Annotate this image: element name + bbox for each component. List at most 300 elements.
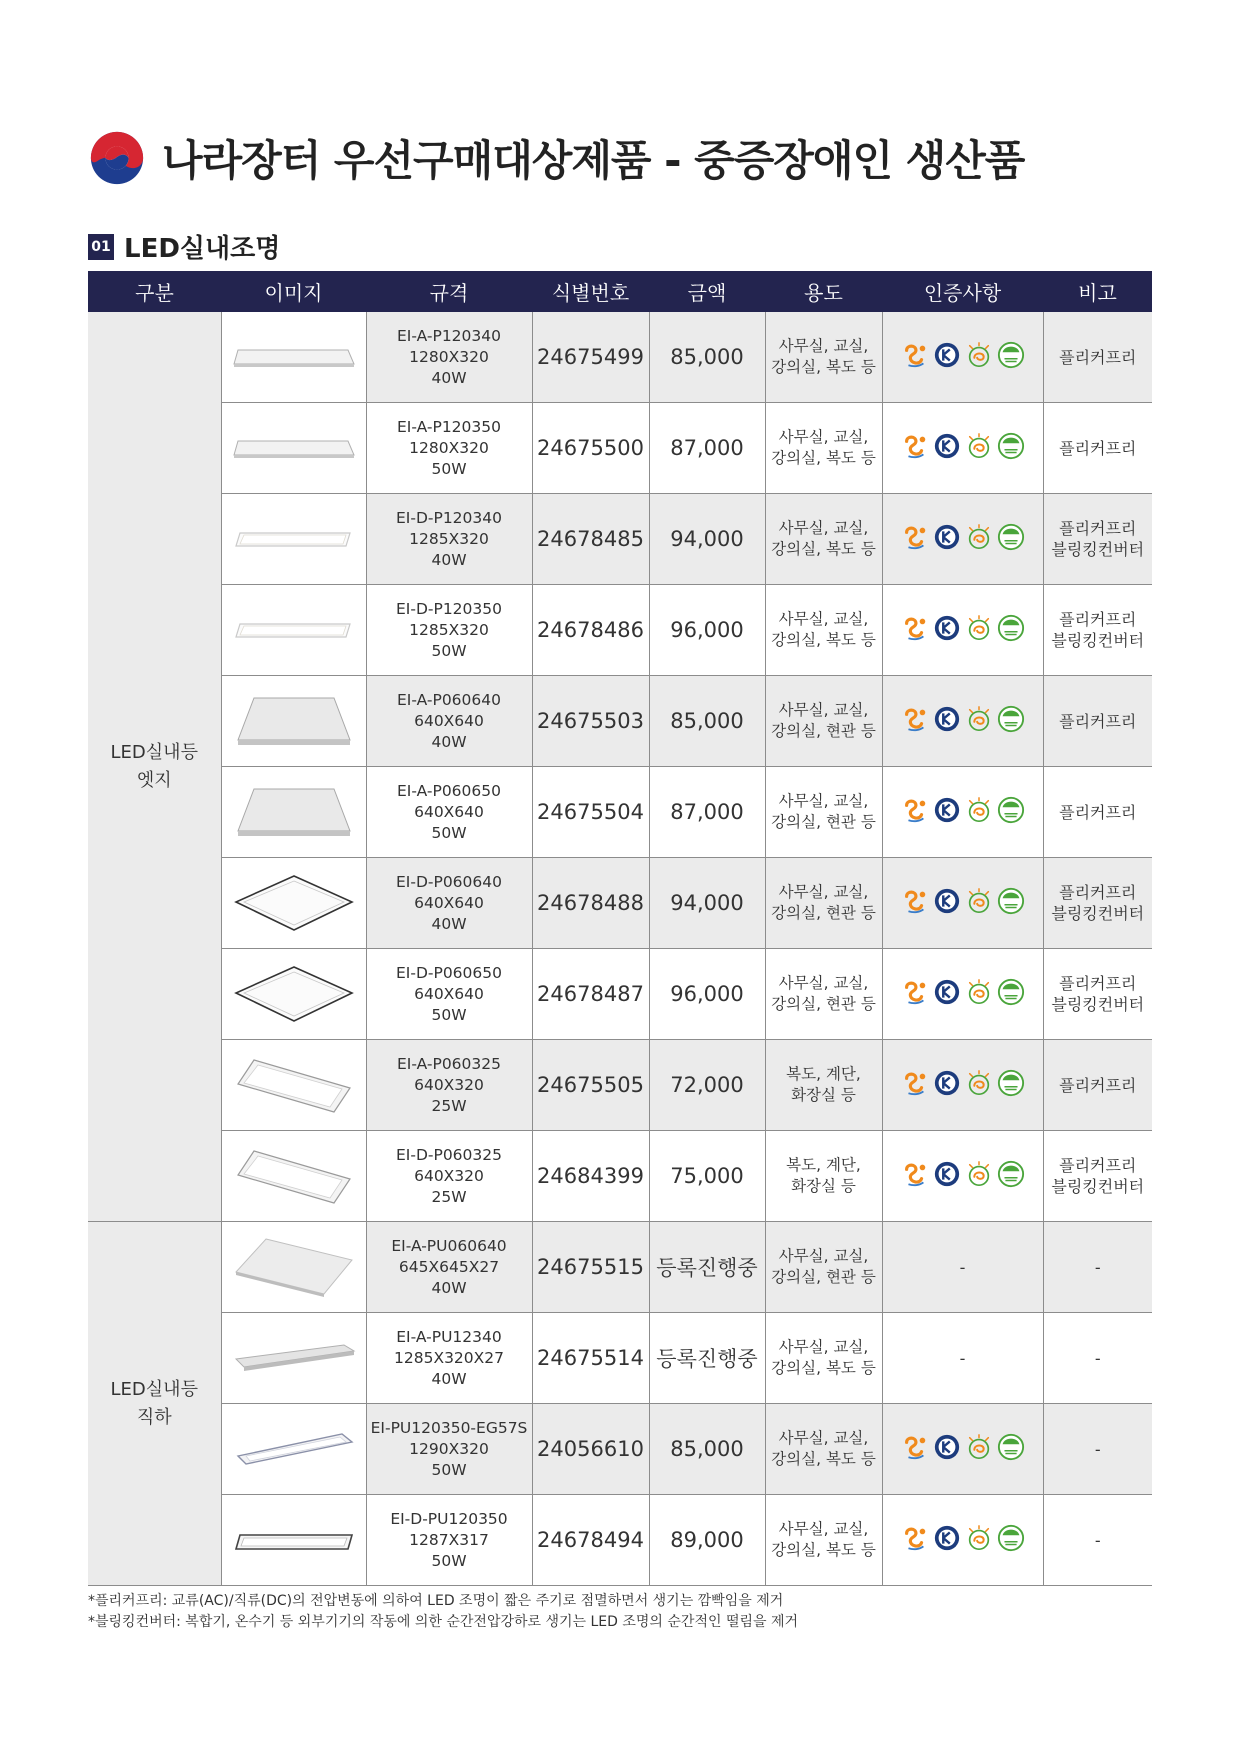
category-label: 엣지 xyxy=(136,769,172,791)
certification-text: - xyxy=(959,1348,966,1368)
product-image xyxy=(232,417,356,479)
certification-marks xyxy=(901,1069,1025,1097)
remark-cell xyxy=(1043,1131,1152,1222)
kc-mark-icon xyxy=(933,1524,961,1552)
table-row xyxy=(88,585,1152,676)
table-row xyxy=(88,1313,1152,1404)
high-efficiency-mark-icon xyxy=(965,887,993,915)
spec-line: 640X320 xyxy=(414,1166,484,1185)
product-image xyxy=(232,1418,356,1480)
eco-label-mark-icon xyxy=(997,1433,1025,1461)
remark-line: 블링킹컨버터 xyxy=(1051,631,1145,650)
remark-line: 블링킹컨버터 xyxy=(1051,1177,1145,1196)
certification-cell xyxy=(882,676,1043,767)
severe-disability-product-mark-icon xyxy=(901,887,929,915)
spec-line: 50W xyxy=(431,1551,467,1570)
spec-cell xyxy=(366,767,532,858)
eco-label-mark-icon xyxy=(997,705,1025,733)
spec-line: 640X640 xyxy=(414,711,484,730)
usage-cell xyxy=(765,494,882,585)
usage-cell xyxy=(765,1495,882,1586)
spec-line: 25W xyxy=(431,1096,467,1115)
spec-line: EI-A-P060650 xyxy=(397,781,501,800)
certification-marks xyxy=(901,523,1025,551)
high-efficiency-mark-icon xyxy=(965,1524,993,1552)
spec-line: EI-A-PU12340 xyxy=(396,1327,502,1346)
high-efficiency-mark-icon xyxy=(965,614,993,642)
high-efficiency-mark-icon xyxy=(965,796,993,824)
usage-line: 강의실, 현관 등 xyxy=(771,722,876,740)
kc-mark-icon xyxy=(933,614,961,642)
spec-line: 40W xyxy=(431,732,467,751)
remark-cell xyxy=(1043,1040,1152,1131)
section-number: 01 xyxy=(88,234,114,260)
spec-line: 40W xyxy=(431,1278,467,1297)
remark-line: 플리커프리 xyxy=(1059,711,1137,731)
spec-line: EI-A-P060640 xyxy=(397,690,501,709)
spec-line: 25W xyxy=(431,1187,467,1206)
high-efficiency-mark-icon xyxy=(965,341,993,369)
id-number-cell: 24056610 xyxy=(532,1404,649,1495)
usage-cell xyxy=(765,1040,882,1131)
usage-line: 사무실, 교실, xyxy=(778,1520,869,1538)
usage-line: 복도, 계단, xyxy=(786,1065,861,1083)
usage-line: 사무실, 교실, xyxy=(778,519,869,537)
table-row xyxy=(88,403,1152,494)
column-header: 비고 xyxy=(1043,271,1152,312)
usage-line: 강의실, 복도 등 xyxy=(771,1450,876,1468)
usage-line: 사무실, 교실, xyxy=(778,883,869,901)
id-number-cell: 24678487 xyxy=(532,949,649,1040)
table-row xyxy=(88,1495,1152,1586)
usage-cell xyxy=(765,312,882,403)
column-header: 규격 xyxy=(366,271,532,312)
product-image xyxy=(232,1236,356,1298)
remark-line: 플리커프리 xyxy=(1059,974,1137,993)
price-cell: 75,000 xyxy=(649,1131,765,1222)
certification-cell xyxy=(882,1404,1043,1495)
spec-line: 40W xyxy=(431,1369,467,1388)
high-efficiency-mark-icon xyxy=(965,1433,993,1461)
eco-label-mark-icon xyxy=(997,432,1025,460)
severe-disability-product-mark-icon xyxy=(901,1069,929,1097)
section-title: LED실내조명 xyxy=(124,234,281,264)
spec-line: EI-PU120350-EG57S xyxy=(370,1418,528,1437)
remark-cell xyxy=(1043,676,1152,767)
remark-cell xyxy=(1043,767,1152,858)
remark-line: 블링킹컨버터 xyxy=(1051,904,1145,923)
usage-line: 사무실, 교실, xyxy=(778,337,869,355)
spec-line: EI-A-P060325 xyxy=(397,1054,501,1073)
usage-cell xyxy=(765,585,882,676)
table-row xyxy=(88,676,1152,767)
usage-cell xyxy=(765,1222,882,1313)
spec-line: 40W xyxy=(431,368,467,387)
remark-cell xyxy=(1043,1313,1152,1404)
spec-line: EI-D-P060640 xyxy=(395,872,502,891)
usage-cell xyxy=(765,949,882,1040)
image-cell xyxy=(221,1131,366,1222)
remark-line: - xyxy=(1094,1257,1101,1277)
spec-line: 1280X320 xyxy=(409,438,489,457)
image-cell xyxy=(221,1404,366,1495)
certification-marks xyxy=(901,887,1025,915)
usage-line: 복도, 계단, xyxy=(786,1156,861,1174)
spec-cell xyxy=(366,676,532,767)
usage-line: 강의실, 현관 등 xyxy=(771,995,876,1013)
spec-cell xyxy=(366,1222,532,1313)
image-cell xyxy=(221,1222,366,1313)
spec-line: EI-D-P120340 xyxy=(395,508,502,527)
high-efficiency-mark-icon xyxy=(965,705,993,733)
kc-mark-icon xyxy=(933,1433,961,1461)
id-number-cell: 24678494 xyxy=(532,1495,649,1586)
spec-line: EI-A-PU060640 xyxy=(391,1236,507,1255)
price-cell: 87,000 xyxy=(649,767,765,858)
id-number-cell: 24675503 xyxy=(532,676,649,767)
certification-marks xyxy=(901,1160,1025,1188)
usage-line: 사무실, 교실, xyxy=(778,1338,869,1356)
footnote-flicker-free: *플리커프리: 교류(AC)/직류(DC)의 전압변동에 의하여 LED 조명이 짧은 주기로 점멸하면서 생기는 깜빡임을 제거 xyxy=(88,1593,784,1609)
spec-cell xyxy=(366,312,532,403)
price-cell: 89,000 xyxy=(649,1495,765,1586)
spec-line: 40W xyxy=(431,914,467,933)
spec-line: 50W xyxy=(431,823,467,842)
product-image xyxy=(232,1327,356,1389)
high-efficiency-mark-icon xyxy=(965,978,993,1006)
spec-line: 50W xyxy=(431,459,467,478)
product-image xyxy=(232,872,356,934)
category-label: LED실내등 xyxy=(110,741,198,763)
certification-cell xyxy=(882,1222,1043,1313)
kc-mark-icon xyxy=(933,523,961,551)
image-cell xyxy=(221,676,366,767)
usage-line: 사무실, 교실, xyxy=(778,610,869,628)
spec-line: EI-A-P120340 xyxy=(397,326,501,345)
severe-disability-product-mark-icon xyxy=(901,341,929,369)
remark-line: - xyxy=(1094,1530,1101,1550)
eco-label-mark-icon xyxy=(997,523,1025,551)
high-efficiency-mark-icon xyxy=(965,1069,993,1097)
table-row xyxy=(88,858,1152,949)
kc-mark-icon xyxy=(933,796,961,824)
severe-disability-product-mark-icon xyxy=(901,1160,929,1188)
image-cell xyxy=(221,585,366,676)
usage-cell xyxy=(765,676,882,767)
spec-line: 645X645X27 xyxy=(398,1257,500,1276)
usage-line: 강의실, 복도 등 xyxy=(771,1541,876,1559)
certification-marks xyxy=(901,1524,1025,1552)
usage-cell xyxy=(765,1404,882,1495)
certification-cell xyxy=(882,585,1043,676)
image-cell xyxy=(221,767,366,858)
kc-mark-icon xyxy=(933,705,961,733)
spec-line: EI-A-P120350 xyxy=(397,417,501,436)
usage-cell xyxy=(765,767,882,858)
eco-label-mark-icon xyxy=(997,1524,1025,1552)
price-cell: 96,000 xyxy=(649,949,765,1040)
severe-disability-product-mark-icon xyxy=(901,978,929,1006)
kc-mark-icon xyxy=(933,978,961,1006)
spec-line: 640X640 xyxy=(414,893,484,912)
id-number-cell: 24675500 xyxy=(532,403,649,494)
spec-line: 1287X317 xyxy=(409,1530,489,1549)
eco-label-mark-icon xyxy=(997,796,1025,824)
certification-marks xyxy=(901,705,1025,733)
severe-disability-product-mark-icon xyxy=(901,432,929,460)
eco-label-mark-icon xyxy=(997,978,1025,1006)
kc-mark-icon xyxy=(933,887,961,915)
certification-marks xyxy=(901,1433,1025,1461)
price-cell: 85,000 xyxy=(649,312,765,403)
certification-marks xyxy=(901,432,1025,460)
kc-mark-icon xyxy=(933,341,961,369)
price-cell: 96,000 xyxy=(649,585,765,676)
spec-cell xyxy=(366,1495,532,1586)
id-number-cell: 24675515 xyxy=(532,1222,649,1313)
spec-cell xyxy=(366,1404,532,1495)
category-cell xyxy=(88,312,221,1222)
spec-cell xyxy=(366,1040,532,1131)
remark-line: 블링킹컨버터 xyxy=(1051,995,1145,1014)
id-number-cell: 24675505 xyxy=(532,1040,649,1131)
eco-label-mark-icon xyxy=(997,614,1025,642)
certification-cell xyxy=(882,858,1043,949)
kc-mark-icon xyxy=(933,1069,961,1097)
section-heading xyxy=(88,228,280,265)
product-image xyxy=(232,781,356,843)
certification-cell xyxy=(882,949,1043,1040)
page-header xyxy=(88,128,1024,188)
price-cell: 94,000 xyxy=(649,858,765,949)
certification-cell xyxy=(882,312,1043,403)
image-cell xyxy=(221,1313,366,1404)
category-label: 직하 xyxy=(136,1406,172,1428)
usage-cell xyxy=(765,1131,882,1222)
price-cell: 등록진행중 xyxy=(649,1313,765,1404)
usage-line: 강의실, 복도 등 xyxy=(771,540,876,558)
remark-cell xyxy=(1043,403,1152,494)
price-cell: 94,000 xyxy=(649,494,765,585)
category-label: LED실내등 xyxy=(110,1378,198,1400)
table-row xyxy=(88,767,1152,858)
severe-disability-product-mark-icon xyxy=(901,614,929,642)
usage-line: 사무실, 교실, xyxy=(778,428,869,446)
product-table xyxy=(88,271,1152,1586)
spec-line: EI-D-P060325 xyxy=(395,1145,502,1164)
image-cell xyxy=(221,858,366,949)
usage-line: 사무실, 교실, xyxy=(778,1429,869,1447)
price-cell: 87,000 xyxy=(649,403,765,494)
certification-cell xyxy=(882,1313,1043,1404)
spec-cell xyxy=(366,403,532,494)
remark-cell xyxy=(1043,312,1152,403)
eco-label-mark-icon xyxy=(997,1160,1025,1188)
spec-line: 1285X320 xyxy=(409,529,489,548)
usage-line: 강의실, 현관 등 xyxy=(771,1268,876,1286)
image-cell xyxy=(221,403,366,494)
eco-label-mark-icon xyxy=(997,1069,1025,1097)
spec-cell xyxy=(366,494,532,585)
column-header: 용도 xyxy=(765,271,882,312)
product-image xyxy=(232,508,356,570)
column-header: 이미지 xyxy=(221,271,366,312)
spec-cell xyxy=(366,949,532,1040)
usage-line: 화장실 등 xyxy=(791,1086,856,1104)
spec-line: EI-D-P120350 xyxy=(395,599,502,618)
product-image xyxy=(232,326,356,388)
certification-marks xyxy=(901,341,1025,369)
image-cell xyxy=(221,1495,366,1586)
table-row xyxy=(88,312,1152,403)
high-efficiency-mark-icon xyxy=(965,432,993,460)
remark-line: 플리커프리 xyxy=(1059,1075,1137,1095)
certification-cell xyxy=(882,1131,1043,1222)
column-header: 식별번호 xyxy=(532,271,649,312)
remark-cell xyxy=(1043,1495,1152,1586)
id-number-cell: 24675504 xyxy=(532,767,649,858)
severe-disability-product-mark-icon xyxy=(901,1524,929,1552)
id-number-cell: 24678488 xyxy=(532,858,649,949)
table-row xyxy=(88,1131,1152,1222)
column-header: 금액 xyxy=(649,271,765,312)
table-row xyxy=(88,1040,1152,1131)
spec-cell xyxy=(366,1313,532,1404)
image-cell xyxy=(221,1040,366,1131)
spec-line: 50W xyxy=(431,641,467,660)
remark-line: 플리커프리 xyxy=(1059,519,1137,538)
certification-text: - xyxy=(959,1257,966,1277)
table-row xyxy=(88,1404,1152,1495)
remark-line: 플리커프리 xyxy=(1059,610,1137,629)
severe-disability-product-mark-icon xyxy=(901,523,929,551)
id-number-cell: 24678485 xyxy=(532,494,649,585)
remark-line: 플리커프리 xyxy=(1059,883,1137,902)
image-cell xyxy=(221,494,366,585)
remark-line: 플리커프리 xyxy=(1059,1156,1137,1175)
usage-line: 강의실, 현관 등 xyxy=(771,813,876,831)
spec-line: 40W xyxy=(431,550,467,569)
id-number-cell: 24678486 xyxy=(532,585,649,676)
id-number-cell: 24675499 xyxy=(532,312,649,403)
usage-line: 강의실, 복도 등 xyxy=(771,449,876,467)
spec-line: 640X640 xyxy=(414,984,484,1003)
category-cell xyxy=(88,1222,221,1586)
certification-cell xyxy=(882,1040,1043,1131)
certification-cell xyxy=(882,403,1043,494)
spec-cell xyxy=(366,1131,532,1222)
price-cell: 72,000 xyxy=(649,1040,765,1131)
spec-line: 50W xyxy=(431,1005,467,1024)
remark-line: - xyxy=(1094,1348,1101,1368)
usage-line: 강의실, 현관 등 xyxy=(771,904,876,922)
spec-line: 50W xyxy=(431,1460,467,1479)
remark-cell xyxy=(1043,1222,1152,1313)
page-title: 나라장터 우선구매대상제품 - 중증장애인 생산품 xyxy=(162,136,1025,185)
usage-line: 강의실, 복도 등 xyxy=(771,1359,876,1377)
id-number-cell: 24675514 xyxy=(532,1313,649,1404)
eco-label-mark-icon xyxy=(997,341,1025,369)
product-image xyxy=(232,963,356,1025)
usage-line: 사무실, 교실, xyxy=(778,1247,869,1265)
footnote-blinking-converter: *블링킹컨버터: 복합기, 온수기 등 외부기기의 작동에 의한 순간전압강하로 생기는 LED 조명의 순간적인 떨림을 제거 xyxy=(88,1614,799,1630)
remark-cell xyxy=(1043,1404,1152,1495)
remark-cell xyxy=(1043,494,1152,585)
price-cell: 85,000 xyxy=(649,1404,765,1495)
image-cell xyxy=(221,312,366,403)
certification-cell xyxy=(882,767,1043,858)
price-cell: 등록진행중 xyxy=(649,1222,765,1313)
column-header: 구분 xyxy=(88,271,221,312)
spec-line: 1285X320X27 xyxy=(394,1348,504,1367)
remark-line: 플리커프리 xyxy=(1059,802,1137,822)
remark-line: - xyxy=(1094,1439,1101,1459)
high-efficiency-mark-icon xyxy=(965,523,993,551)
usage-line: 사무실, 교실, xyxy=(778,701,869,719)
usage-line: 강의실, 복도 등 xyxy=(771,358,876,376)
table-body xyxy=(88,312,1152,1586)
usage-line: 화장실 등 xyxy=(791,1177,856,1195)
table-row xyxy=(88,1222,1152,1313)
severe-disability-product-mark-icon xyxy=(901,796,929,824)
product-image xyxy=(232,599,356,661)
product-image xyxy=(232,690,356,752)
remark-line: 플리커프리 xyxy=(1059,347,1137,367)
spec-line: 1290X320 xyxy=(409,1439,489,1458)
kc-mark-icon xyxy=(933,1160,961,1188)
certification-marks xyxy=(901,614,1025,642)
eco-label-mark-icon xyxy=(997,887,1025,915)
remark-cell xyxy=(1043,585,1152,676)
usage-line: 강의실, 복도 등 xyxy=(771,631,876,649)
spec-line: EI-D-P060650 xyxy=(395,963,502,982)
certification-marks xyxy=(901,978,1025,1006)
id-number-cell: 24684399 xyxy=(532,1131,649,1222)
usage-line: 사무실, 교실, xyxy=(778,974,869,992)
severe-disability-product-mark-icon xyxy=(901,705,929,733)
usage-cell xyxy=(765,1313,882,1404)
product-image xyxy=(232,1054,356,1116)
certification-cell xyxy=(882,1495,1043,1586)
image-cell xyxy=(221,949,366,1040)
certification-marks xyxy=(901,796,1025,824)
table-header-row xyxy=(88,271,1152,312)
remark-line: 플리커프리 xyxy=(1059,438,1137,458)
remark-cell xyxy=(1043,858,1152,949)
remark-cell xyxy=(1043,949,1152,1040)
product-image xyxy=(232,1509,356,1571)
spec-cell xyxy=(366,585,532,676)
usage-cell xyxy=(765,403,882,494)
spec-line: 1280X320 xyxy=(409,347,489,366)
footnotes xyxy=(88,1591,798,1633)
usage-line: 사무실, 교실, xyxy=(778,792,869,810)
certification-cell xyxy=(882,494,1043,585)
spec-cell xyxy=(366,858,532,949)
column-header: 인증사항 xyxy=(882,271,1043,312)
product-image xyxy=(232,1145,356,1207)
severe-disability-product-mark-icon xyxy=(901,1433,929,1461)
spec-line: 640X640 xyxy=(414,802,484,821)
spec-line: 640X320 xyxy=(414,1075,484,1094)
high-efficiency-mark-icon xyxy=(965,1160,993,1188)
price-cell: 85,000 xyxy=(649,676,765,767)
spec-line: 1285X320 xyxy=(409,620,489,639)
table-row xyxy=(88,494,1152,585)
table-row xyxy=(88,949,1152,1040)
spec-line: EI-D-PU120350 xyxy=(390,1509,508,1528)
remark-line: 블링킹컨버터 xyxy=(1051,540,1145,559)
